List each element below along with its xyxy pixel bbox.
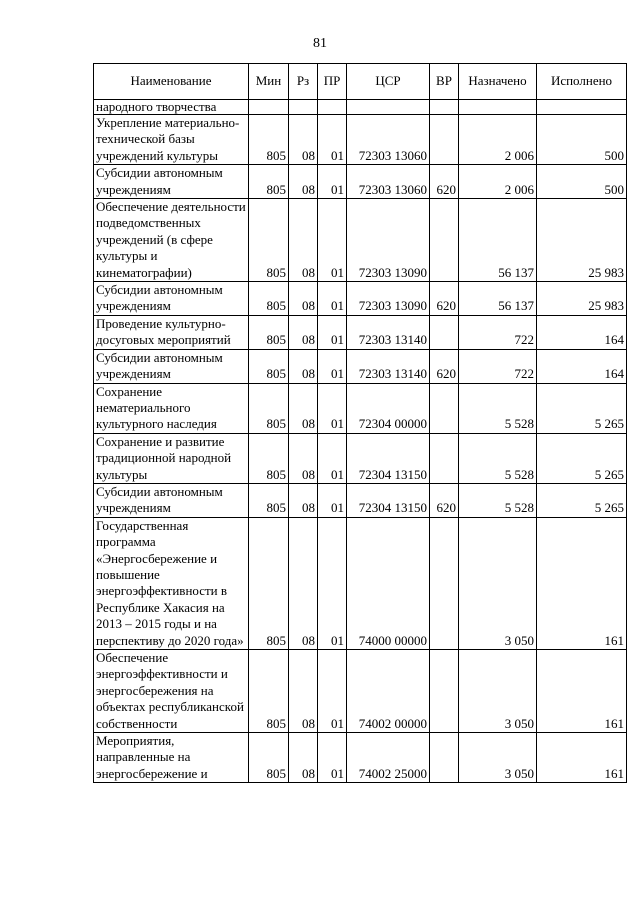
- row-pr: 01: [318, 733, 347, 783]
- row-executed: 5 265: [537, 433, 627, 483]
- row-name: Проведение культурно-досуговых мероприятий: [94, 315, 249, 349]
- col-header-rz: Рз: [289, 64, 318, 100]
- row-vr: [430, 199, 459, 282]
- row-vr: [430, 433, 459, 483]
- budget-table: [93, 63, 627, 783]
- row-pr: 01: [318, 115, 347, 165]
- row-rz: 08: [289, 349, 318, 383]
- row-assigned: 722: [459, 315, 537, 349]
- row-pr: [318, 100, 347, 115]
- row-executed: 25 983: [537, 282, 627, 316]
- col-header-name: Наименование: [94, 64, 249, 100]
- row-csr: 72303 13060: [347, 115, 430, 165]
- page-number: 81: [313, 36, 327, 51]
- row-pr: 01: [318, 349, 347, 383]
- table-header-row: [94, 64, 627, 100]
- row-csr: 72304 00000: [347, 383, 430, 433]
- row-vr: 620: [430, 282, 459, 316]
- row-min: 805: [249, 383, 289, 433]
- row-min: 805: [249, 349, 289, 383]
- row-rz: 08: [289, 733, 318, 783]
- row-name: Обеспечение деятельности подведомственных учреждений (в сфере культуры и кинематографии): [94, 199, 249, 282]
- row-assigned: 5 528: [459, 383, 537, 433]
- row-pr: 01: [318, 315, 347, 349]
- row-min: 805: [249, 115, 289, 165]
- row-assigned: 722: [459, 349, 537, 383]
- row-name: Субсидии автономным учреждениям: [94, 165, 249, 199]
- row-min: 805: [249, 650, 289, 733]
- row-min: [249, 100, 289, 115]
- row-csr: 74002 00000: [347, 650, 430, 733]
- row-name: Обеспечение энергоэффективности и энергосбережения на объектах республиканской собственности: [94, 650, 249, 733]
- row-rz: 08: [289, 165, 318, 199]
- row-assigned: 2 006: [459, 165, 537, 199]
- row-executed: 500: [537, 165, 627, 199]
- row-rz: 08: [289, 650, 318, 733]
- row-min: 805: [249, 199, 289, 282]
- row-name: Субсидии автономным учреждениям: [94, 483, 249, 517]
- table-row: [94, 383, 627, 433]
- row-min: 805: [249, 517, 289, 649]
- row-assigned: 5 528: [459, 433, 537, 483]
- row-csr: 72303 13090: [347, 199, 430, 282]
- row-pr: 01: [318, 282, 347, 316]
- row-csr: 74000 00000: [347, 517, 430, 649]
- row-pr: 01: [318, 383, 347, 433]
- row-min: 805: [249, 733, 289, 783]
- row-vr: 620: [430, 165, 459, 199]
- row-vr: [430, 100, 459, 115]
- row-name: Субсидии автономным учреждениям: [94, 349, 249, 383]
- table-row: [94, 483, 627, 517]
- col-header-csr: ЦСР: [347, 64, 430, 100]
- row-rz: 08: [289, 282, 318, 316]
- row-min: 805: [249, 433, 289, 483]
- row-csr: 72303 13140: [347, 349, 430, 383]
- row-rz: [289, 100, 318, 115]
- row-name: Сохранение нематериального культурного наследия: [94, 383, 249, 433]
- row-name: Субсидии автономным учреждениям: [94, 282, 249, 316]
- row-rz: 08: [289, 115, 318, 165]
- row-csr: 72303 13060: [347, 165, 430, 199]
- row-rz: 08: [289, 517, 318, 649]
- row-rz: 08: [289, 315, 318, 349]
- row-assigned: 56 137: [459, 199, 537, 282]
- table-row: [94, 165, 627, 199]
- row-executed: 500: [537, 115, 627, 165]
- row-name: Укрепление материально-технической базы учреждений культуры: [94, 115, 249, 165]
- table-row: [94, 517, 627, 649]
- row-executed: 161: [537, 733, 627, 783]
- col-header-assigned: Назначено: [459, 64, 537, 100]
- row-pr: 01: [318, 433, 347, 483]
- table-row: [94, 733, 627, 783]
- row-vr: [430, 383, 459, 433]
- row-csr: 72303 13140: [347, 315, 430, 349]
- row-executed: 5 265: [537, 483, 627, 517]
- row-executed: 25 983: [537, 199, 627, 282]
- row-assigned: 3 050: [459, 650, 537, 733]
- row-vr: [430, 733, 459, 783]
- table-row: [94, 100, 627, 115]
- row-pr: 01: [318, 199, 347, 282]
- row-assigned: 3 050: [459, 733, 537, 783]
- row-rz: 08: [289, 383, 318, 433]
- row-vr: [430, 115, 459, 165]
- row-rz: 08: [289, 433, 318, 483]
- table-row: [94, 282, 627, 316]
- col-header-vr: ВР: [430, 64, 459, 100]
- row-min: 805: [249, 282, 289, 316]
- row-executed: [537, 100, 627, 115]
- row-executed: 161: [537, 517, 627, 649]
- row-name: Мероприятия, направленные на энергосбережение и: [94, 733, 249, 783]
- row-name: Сохранение и развитие традиционной народной культуры: [94, 433, 249, 483]
- col-header-executed: Исполнено: [537, 64, 627, 100]
- col-header-min: Мин: [249, 64, 289, 100]
- row-vr: 620: [430, 483, 459, 517]
- row-assigned: 3 050: [459, 517, 537, 649]
- row-assigned: 2 006: [459, 115, 537, 165]
- row-min: 805: [249, 315, 289, 349]
- row-assigned: 56 137: [459, 282, 537, 316]
- row-csr: 74002 25000: [347, 733, 430, 783]
- row-csr: 72304 13150: [347, 483, 430, 517]
- row-vr: 620: [430, 349, 459, 383]
- table-row: [94, 650, 627, 733]
- row-min: 805: [249, 165, 289, 199]
- table-row: [94, 315, 627, 349]
- row-csr: 72303 13090: [347, 282, 430, 316]
- row-vr: [430, 650, 459, 733]
- row-executed: 164: [537, 349, 627, 383]
- row-csr: [347, 100, 430, 115]
- row-vr: [430, 517, 459, 649]
- row-executed: 5 265: [537, 383, 627, 433]
- col-header-pr: ПР: [318, 64, 347, 100]
- row-pr: 01: [318, 650, 347, 733]
- row-rz: 08: [289, 483, 318, 517]
- row-csr: 72304 13150: [347, 433, 430, 483]
- row-min: 805: [249, 483, 289, 517]
- row-executed: 164: [537, 315, 627, 349]
- row-assigned: [459, 100, 537, 115]
- table-row: [94, 115, 627, 165]
- row-vr: [430, 315, 459, 349]
- row-executed: 161: [537, 650, 627, 733]
- row-pr: 01: [318, 517, 347, 649]
- row-assigned: 5 528: [459, 483, 537, 517]
- row-pr: 01: [318, 483, 347, 517]
- table-row: [94, 433, 627, 483]
- row-name: Государственная программа «Энергосбережение и повышение энергоэффективности в Республике Хакасия на 2013 – 2015 годы и на перспективу до 2020 года»: [94, 517, 249, 649]
- table-row: [94, 199, 627, 282]
- row-name: народного творчества: [94, 100, 249, 115]
- row-pr: 01: [318, 165, 347, 199]
- table-row: [94, 349, 627, 383]
- row-rz: 08: [289, 199, 318, 282]
